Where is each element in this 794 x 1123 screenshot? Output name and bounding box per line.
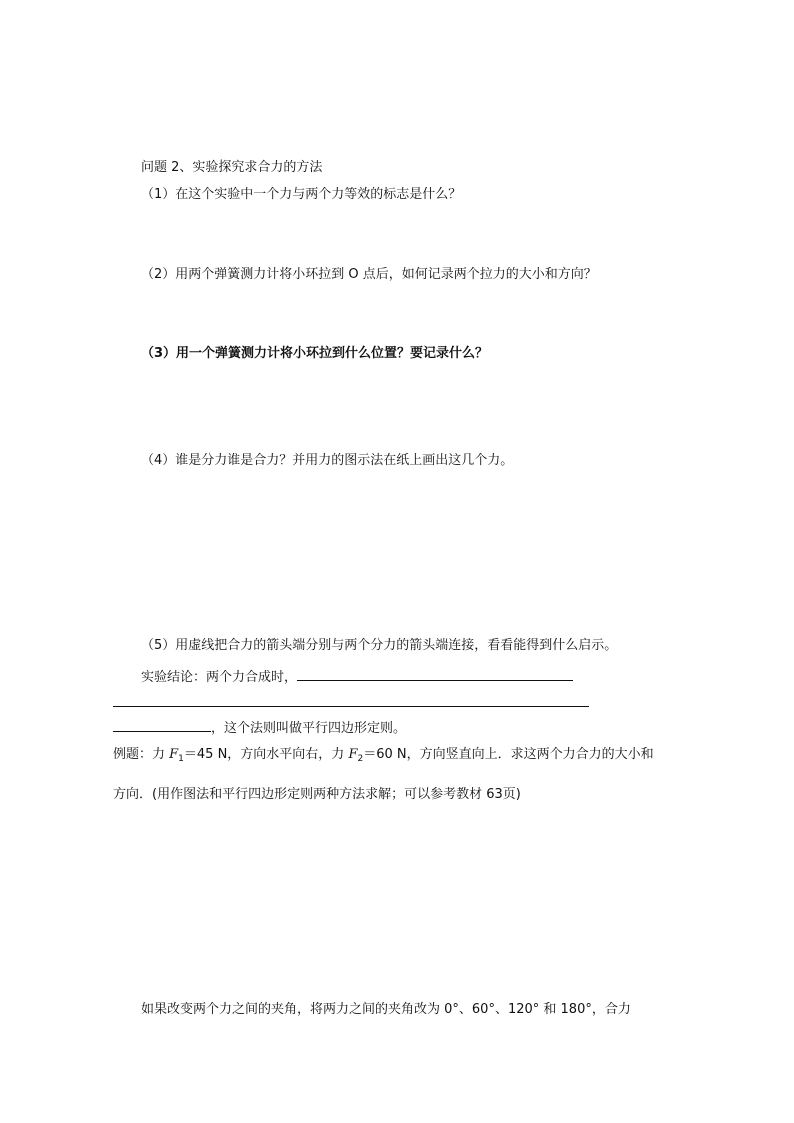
- conclusion-blank-1: [297, 666, 573, 681]
- f1-symbol: F: [169, 747, 179, 762]
- conclusion-blank-3: [113, 717, 211, 732]
- conclusion-blank-2: [113, 706, 589, 707]
- conclusion-label: 实验结论：两个力合成时，: [141, 670, 298, 685]
- question-3: （3）用一个弹簧测力计将小环拉到什么位置？要记录什么？: [141, 346, 489, 361]
- problem2-title: 问题 2、实验探究求合力的方法: [141, 160, 323, 175]
- f1-subscript: 1: [178, 754, 184, 764]
- example-line-1: [113, 746, 654, 765]
- conclusion-end-line: [113, 717, 406, 738]
- example-line-2: 方向．(用作图法和平行四边形定则两种方法求解；可以参考教材 63页): [113, 787, 521, 802]
- question-1: （1）在这个实验中一个力与两个力等效的标志是什么？: [141, 187, 462, 202]
- question-2: （2）用两个弹簧测力计将小环拉到 O 点后，如何记录两个拉力的大小和方向？: [141, 267, 597, 282]
- f2-symbol: F: [348, 747, 358, 762]
- conclusion-end: ，这个法则叫做平行四边形定则。: [211, 721, 407, 736]
- example-label: 例题：力: [113, 747, 170, 762]
- extension-text: 如果改变两个力之间的夹角，将两力之间的夹角改为 0°、60°、120° 和 180°，合力: [141, 1002, 631, 1017]
- f1-text: ＝45 N，方向水平向右，力: [183, 747, 349, 762]
- f2-subscript: 2: [357, 754, 364, 764]
- f2-text: ＝60 N，方向竖直向上．求这两个力合力的大小和: [363, 747, 654, 762]
- conclusion-line: [141, 666, 573, 687]
- question-5: （5）用虚线把合力的箭头端分别与两个分力的箭头端连接，看看能得到什么启示。: [141, 638, 618, 653]
- question-4: （4）谁是分力谁是合力？并用力的图示法在纸上画出这几个力。: [141, 453, 514, 468]
